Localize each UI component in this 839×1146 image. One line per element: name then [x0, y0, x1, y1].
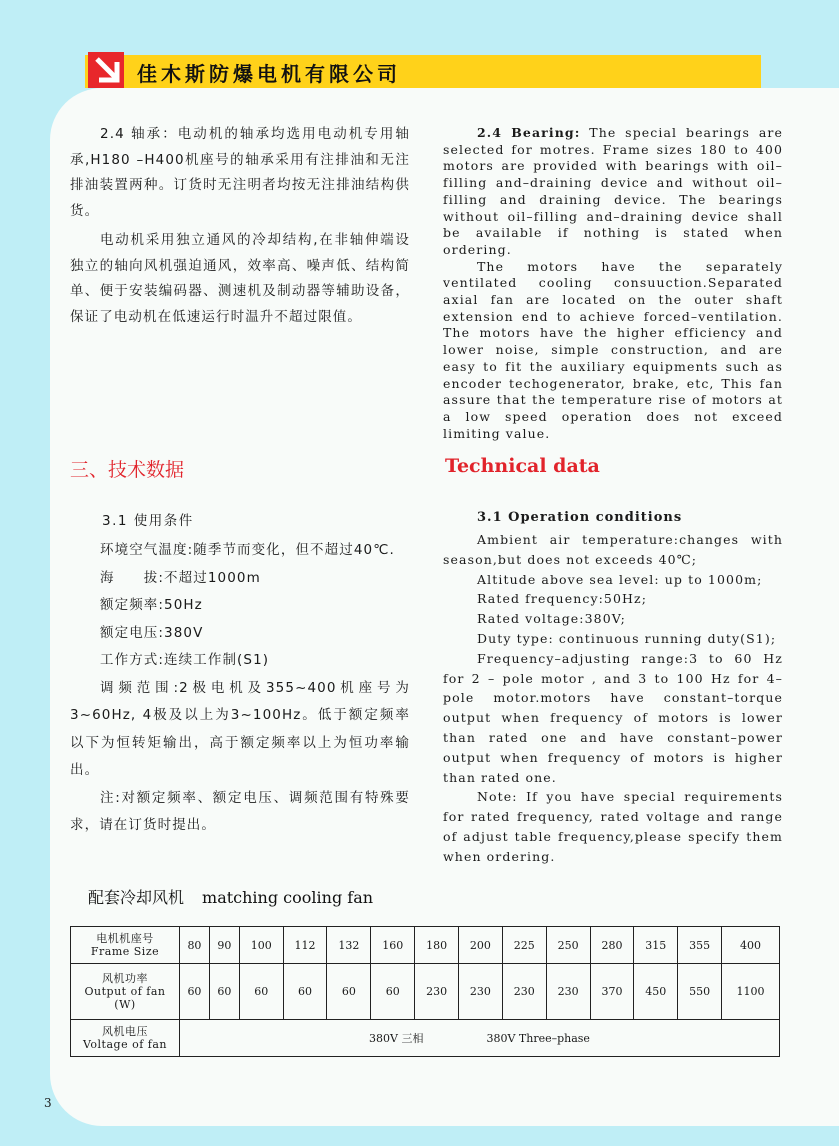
condition-en-note: Note: If you have special requirements for rated frequency, rated voltage and range of adjust table frequency,please specify them when ordering. — [443, 789, 783, 864]
frame-size-label-en: Frame Size — [90, 945, 160, 959]
bearing-en-p2: The motors have the separately ventilated cooling consuuction.Separated axial fan are located on the outer shaft extension end to achieve forced–ventilation. The motors have the higher efficiency and lower noise, simple construction, and are easy to fit the auxiliary equipments such as encoder techogenerator, brake, etc, This fan assure that the temperature rise of motors at a low speed operation does not exceed limiting value. — [443, 258, 783, 441]
fan-output-cell: 60 — [209, 964, 239, 1019]
fan-voltage-zh: 380V 三相 — [369, 1031, 424, 1045]
fan-output-cell: 60 — [239, 964, 283, 1019]
fan-output-row — [71, 964, 780, 1019]
fan-voltage-en: 380V Three–phase — [486, 1031, 590, 1045]
tech-heading-en: Technical data — [445, 455, 600, 477]
condition-en-range: Frequency–adjusting range:3 to 60 Hz for 2 – pole motor , and 3 to 100 Hz for 4–pole motor.motors have constant–torque output when frequency of motors is lower than rated one and have constant–power output when frequency of motors is higher than rated one. — [443, 650, 783, 785]
frame-size-cell: 112 — [283, 927, 327, 964]
fan-title-zh: 配套冷却风机 — [88, 888, 185, 907]
frame-size-cell: 160 — [371, 927, 415, 964]
fan-output-label-unit: (W) — [114, 997, 136, 1011]
condition-zh-range: 调频范围:2极电机及355~400机座号为3~60Hz, 4极及以上为3~100Hz。低于额定频率以下为恒转矩输出，高于额定频率以上为恒功率输出。 — [70, 679, 410, 778]
fan-voltage-label — [71, 1019, 180, 1056]
condition-en-duty: Duty type: continuous running duty(S1); — [477, 630, 777, 646]
fan-voltage-label-en: Voltage of fan — [82, 1037, 167, 1051]
fan-output-cell: 230 — [546, 964, 590, 1019]
frame-size-cell: 90 — [209, 927, 239, 964]
bearing-en-p1: The special bearings are selected for motres. Frame sizes 180 to 400 motors are provided with bearings with oil–filling and–draining device and without oil–filling and draining device. The bearings without oil–filling and–draining device shall be available if nothing is stated when ordering. — [443, 125, 783, 257]
company-name: 佳木斯防爆电机有限公司 — [137, 62, 401, 86]
fan-output-cell: 60 — [371, 964, 415, 1019]
condition-zh-duty: 工作方式:连续工作制(S1) — [100, 652, 270, 668]
fan-output-label — [71, 964, 180, 1019]
bearing-en-heading: 2.4 Bearing: — [477, 125, 581, 140]
fan-output-cell: 60 — [180, 964, 210, 1019]
frame-size-cell: 132 — [327, 927, 371, 964]
bearing-zh-p1: 2.4 轴承：电动机的轴承均选用电动机专用轴承,H180 –H400机座号的轴承采用有注排油和无注排油装置两种。订货时无注明者均按无注排油结构供货。 — [70, 126, 410, 219]
frame-size-cell: 355 — [678, 927, 722, 964]
fan-table — [70, 926, 780, 1057]
condition-en-altitude: Altitude above sea level: up to 1000m; — [477, 571, 763, 587]
frame-size-label-zh: 电机机座号 — [96, 932, 154, 946]
fan-output-cell: 1100 — [722, 964, 780, 1019]
frame-size-cell: 225 — [502, 927, 546, 964]
fan-output-cell: 230 — [459, 964, 503, 1019]
fan-output-cell: 230 — [502, 964, 546, 1019]
operation-conditions-zh: 3.1 使用条件 — [102, 513, 194, 529]
tech-heading-zh: 三、技术数据 — [70, 459, 185, 481]
fan-output-cell: 230 — [415, 964, 459, 1019]
condition-zh-altitude: 海 拔:不超过1000m — [100, 569, 261, 586]
fan-output-label-en: Output of fan — [84, 984, 166, 998]
frame-size-label — [71, 927, 180, 964]
frame-size-cell: 280 — [590, 927, 634, 964]
frame-size-cell: 200 — [459, 927, 503, 964]
frame-size-cell: 315 — [634, 927, 678, 964]
fan-output-cell: 60 — [327, 964, 371, 1019]
conditions-zh — [70, 537, 410, 840]
frame-size-cell: 100 — [239, 927, 283, 964]
frame-size-cell: 400 — [722, 927, 780, 964]
company-logo — [88, 52, 124, 88]
frame-size-cell: 180 — [415, 927, 459, 964]
fan-voltage-value — [180, 1019, 780, 1056]
fan-output-label-zh: 风机功率 — [102, 971, 148, 985]
fan-output-cell: 450 — [634, 964, 678, 1019]
condition-en-frequency: Rated frequency:50Hz; — [477, 591, 648, 607]
condition-en-temperature: Ambient air temperature:changes with season,but does not exceeds 40℃; — [443, 532, 783, 567]
condition-zh-voltage: 额定电压:380V — [100, 624, 204, 641]
frame-size-cell: 80 — [180, 927, 210, 964]
operation-conditions-en: 3.1 Operation conditions — [477, 510, 683, 525]
fan-voltage-label-zh: 风机电压 — [102, 1024, 148, 1038]
fan-voltage-row — [71, 1019, 780, 1056]
bearing-en — [443, 125, 783, 442]
page-number: 3 — [44, 1096, 52, 1110]
fan-title-en: matching cooling fan — [202, 888, 374, 907]
conditions-en — [443, 530, 783, 867]
fan-output-cell: 370 — [590, 964, 634, 1019]
fan-output-cell: 550 — [678, 964, 722, 1019]
bearing-zh-p2: 电动机采用独立通风的冷却结构,在非轴伸端设独立的轴向风机强迫通风，效率高、噪声低、结构简单、便于安装编码器、测速机及制动器等辅助设备，保证了电动机在低速运行时温升不超过限值。 — [70, 232, 410, 325]
frame-size-row — [71, 927, 780, 964]
bearing-zh — [70, 122, 410, 330]
condition-zh-frequency: 额定频率:50Hz — [100, 597, 203, 613]
fan-table-title — [88, 885, 373, 908]
fan-output-cell: 60 — [283, 964, 327, 1019]
frame-size-cell: 250 — [546, 927, 590, 964]
condition-zh-temperature: 环境空气温度:随季节而变化，但不超过40℃. — [100, 542, 395, 558]
condition-zh-note: 注:对额定频率、额定电压、调频范围有特殊要求，请在订货时提出。 — [70, 789, 410, 833]
condition-en-voltage: Rated voltage:380V; — [477, 611, 626, 627]
